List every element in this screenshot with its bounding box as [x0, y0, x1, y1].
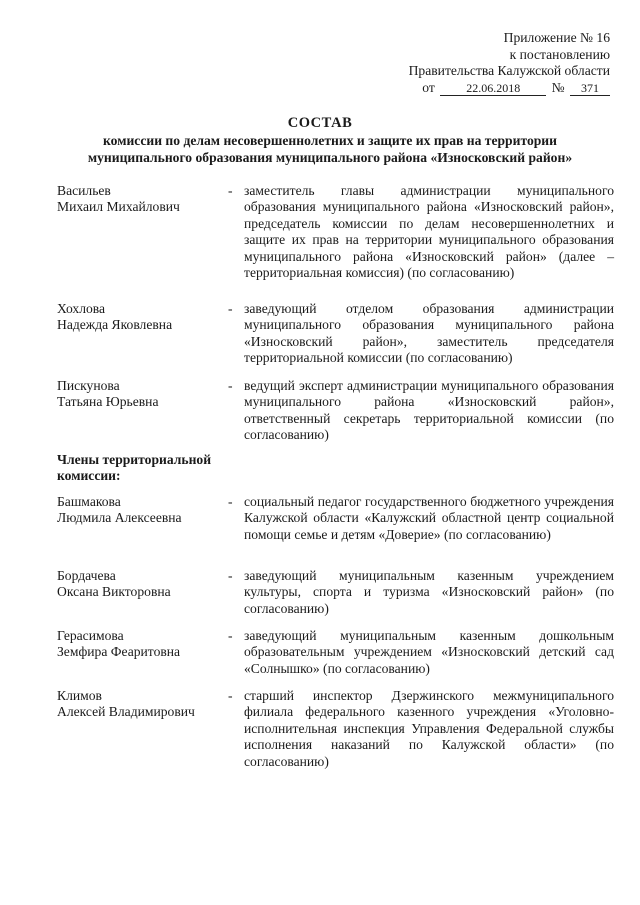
person-name [57, 183, 227, 216]
person-role: заместитель главы администрации муниципального образования муниципального района «Износковский район», председатель комиссии по делам несовершеннолетних и защите их прав на территории муниципального образования муниципального района «Износковский район» (далее – территориальная комиссия) (по согласованию) [244, 183, 614, 281]
person-role: старший инспектор Дзержинского межмуниципального филиала федерального казенного учреждения «Уголовно-исполнительная инспекция Управления Федеральной службы исполнения наказаний по Калужской области» (по согласованию) [244, 688, 614, 769]
number-label: № [551, 79, 565, 95]
person-surname: Климов [57, 688, 102, 703]
person-given-names: Оксана Викторовна [57, 584, 171, 600]
person-surname: Васильев [57, 183, 111, 198]
entry-dash: - [228, 688, 233, 703]
entry-dash: - [228, 568, 233, 583]
entry-dash: - [228, 183, 233, 198]
person-name [57, 568, 227, 601]
appendix-number: Приложение № 16 [503, 30, 610, 45]
person-name [57, 628, 227, 661]
person-given-names: Алексей Владимирович [57, 704, 195, 720]
person-name [57, 688, 227, 721]
resolution-date-row [350, 80, 610, 97]
entry-dash: - [228, 378, 233, 393]
person-surname: Башмакова [57, 494, 121, 509]
resolution-number: 371 [570, 82, 610, 96]
appendix-header [350, 30, 610, 96]
document-subtitle [40, 133, 620, 166]
person-surname: Бордачева [57, 568, 116, 583]
person-name [57, 494, 227, 527]
person-name [57, 301, 227, 334]
person-surname: Герасимова [57, 628, 124, 643]
person-role: заведующий муниципальным казенным учреждением культуры, спорта и туризма «Износковский район» (по согласованию) [244, 568, 614, 616]
person-given-names: Татьяна Юрьевна [57, 394, 159, 410]
person-surname: Пискунова [57, 378, 120, 393]
appendix-government: Правительства Калужской области [408, 63, 610, 78]
entry-dash: - [228, 628, 233, 643]
person-given-names: Михаил Михайлович [57, 199, 180, 215]
person-role: заведующий отделом образования администрации муниципального образования муниципального района «Износковский район», заместитель председателя территориальной комиссии (по согласованию) [244, 301, 614, 366]
date-from-label: от [422, 79, 435, 95]
person-name [57, 378, 227, 411]
person-role: заведующий муниципальным казенным дошкольным образовательным учреждением «Износковский детский сад «Солнышко» (по согласованию) [244, 628, 614, 676]
subtitle-line-1: комиссии по делам несовершеннолетних и защите их прав на территории [103, 133, 557, 148]
person-role: ведущий эксперт администрации муниципального образования муниципального района «Износковский район», ответственный секретарь территориальной комиссии (по согласованию) [244, 378, 614, 443]
document-title: СОСТАВ [287, 115, 353, 131]
person-given-names: Земфира Феаритовна [57, 644, 181, 660]
resolution-date: 22.06.2018 [440, 82, 546, 96]
subtitle-line-2: муниципального образования муниципального района «Износковский район» [87, 149, 573, 165]
members-heading: Члены территориальной комиссии: [57, 452, 212, 484]
appendix-to-resolution: к постановлению [509, 46, 610, 62]
person-given-names: Надежда Яковлевна [57, 317, 173, 333]
entry-dash: - [228, 301, 233, 316]
person-role: социальный педагог государственного бюджетного учреждения Калужской области «Калужский областной центр социальной помощи семье и детям «Доверие» (по согласованию) [244, 494, 614, 542]
person-given-names: Людмила Алексеевна [57, 510, 182, 526]
entry-dash: - [228, 494, 233, 509]
person-surname: Хохлова [57, 301, 106, 316]
